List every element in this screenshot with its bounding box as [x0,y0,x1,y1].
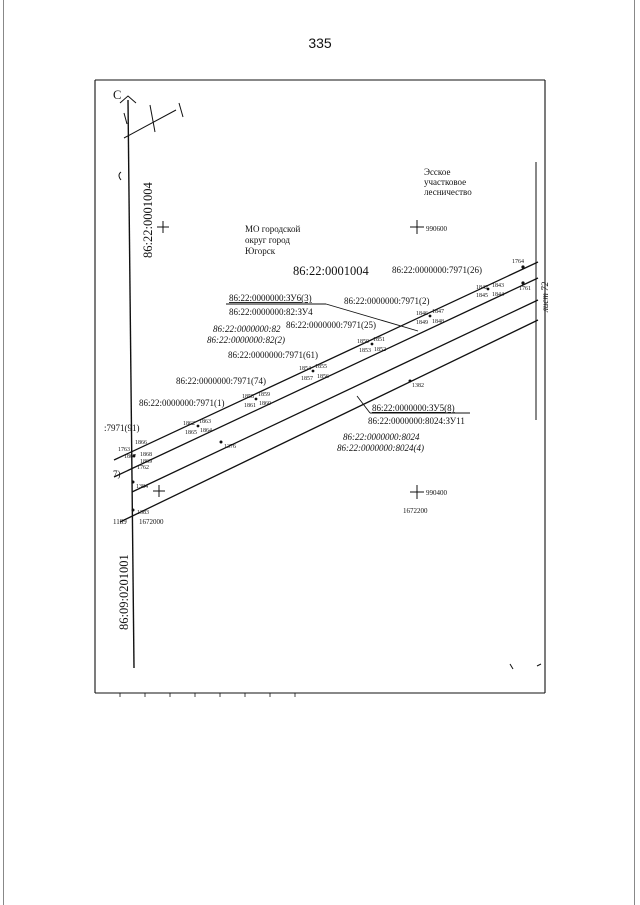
left-edge-mark-icon [119,172,121,180]
point-1864: 1864 [200,428,212,434]
point-1859: 1859 [258,392,270,398]
page-number: 335 [308,35,332,51]
point-1382: 1382 [412,383,424,389]
grid-label-1672200: 1672200 [403,507,428,515]
parcel-label-zu6: 86:22:0000000:ЗУ6(3) [229,293,312,303]
parcel-label-82-zu4: 86:22:0000000:82:ЗУ4 [229,307,313,317]
grid-label-1672000: 1672000 [139,518,164,526]
forestry-label-line2: участковое [424,177,467,187]
point-1865: 1865 [185,430,197,436]
municipality-label-line3: Югорск [245,246,276,256]
parcel-label-7971-26: 86:22:0000000:7971(26) [392,265,482,275]
point-1384: 1384 [136,484,148,490]
point-1860: 1860 [259,401,271,407]
forestry-label-line1: Эсское [424,167,451,177]
parcel-label-82-2: 86:22:0000000:82(2) [207,335,285,345]
point-1763: 1763 [118,447,130,453]
grid-label-990600: 990600 [426,225,447,233]
block-south-vertical-label: 86:09:0201001 [117,554,131,630]
left-edge-label-7: 7) [113,469,121,479]
point-1846: 1846 [416,311,428,317]
municipality-label-line1: МО городской [245,224,301,234]
point-1761: 1761 [519,286,531,292]
point-1866: 1866 [135,440,147,446]
parcel-label-7971-61: 86:22:0000000:7971(61) [228,350,318,360]
forestry-label-line3: лесничество [424,187,472,197]
point-1856: 1856 [317,374,329,380]
point-1854: 1854 [299,366,311,372]
right-margin-label: лист 72 [540,281,550,312]
point-1762: 1762 [137,465,149,471]
frame-bottom-ticks [120,693,295,697]
point-1863: 1863 [199,419,211,425]
parcel-label-7971-25: 86:22:0000000:7971(25) [286,320,376,330]
point-1850: 1850 [357,339,369,345]
point-1842: 1842 [476,285,488,291]
point-1376: 1376 [224,444,236,450]
point-1848: 1848 [432,319,444,325]
corridor-lines [114,262,538,522]
parcel-label-8024-4: 86:22:0000000:8024(4) [337,443,424,453]
block-north-vertical-label: 86:22:0001004 [141,182,155,258]
north-label: C [113,88,122,102]
corner-marks [510,664,541,669]
parcel-label-7971-1: 86:22:0000000:7971(1) [139,398,225,408]
parcel-label-8024-zu11: 86:22:0000000:8024:ЗУ11 [368,416,465,426]
parcel-label-8024: 86:22:0000000:8024 [343,432,420,442]
map-frame [95,80,545,693]
point-1764: 1764 [512,259,524,265]
point-1853: 1853 [359,348,371,354]
point-1844: 1844 [492,292,504,298]
parcel-label-7971-2: 86:22:0000000:7971(2) [344,296,430,306]
point-1868: 1868 [140,452,152,458]
block-center-label: 86:22:0001004 [293,264,369,278]
scale-bar [124,103,183,138]
point-1851: 1851 [373,337,385,343]
point-1847: 1847 [432,309,444,315]
left-edge-label-7971-91: :7971(91) [104,423,140,433]
point-1845: 1845 [476,293,488,299]
point-1858: 1858 [242,394,254,400]
point-1843: 1843 [492,283,504,289]
point-1857: 1857 [301,376,313,382]
point-1869: 1869 [140,459,152,465]
point-1855: 1855 [315,364,327,370]
point-1852: 1852 [374,347,386,353]
vertex-dots [132,265,525,511]
grid-label-990400: 990400 [426,489,447,497]
point-1383: 1383 [137,510,149,516]
point-1867: 1867 [124,454,136,460]
point-1861: 1861 [244,403,256,409]
parcel-label-zu5: 86:22:0000000:ЗУ5(8) [372,403,455,413]
municipality-label-line2: округ город [245,235,290,245]
point-1189: 1189 [113,518,127,526]
parcel-label-82: 86:22:0000000:82 [213,324,281,334]
parcel-label-7971-74: 86:22:0000000:7971(74) [176,376,266,386]
point-1862: 1862 [183,421,195,427]
point-1849: 1849 [416,320,428,326]
